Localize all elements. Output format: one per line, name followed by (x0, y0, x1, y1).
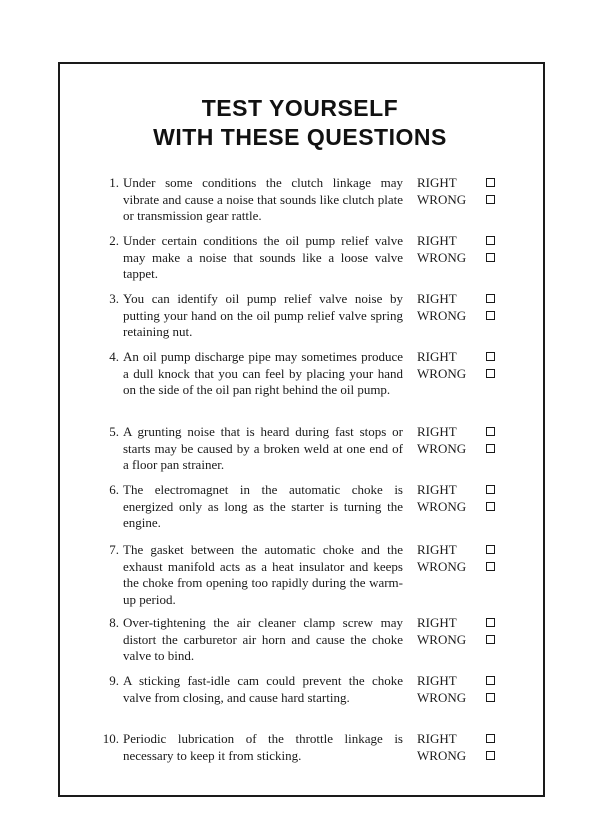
question-text: A sticking fast-idle cam could prevent the choke valve from closing, and cause hard starting. (123, 673, 403, 705)
answer-options (417, 731, 507, 764)
question-number: 7. (109, 542, 119, 557)
right-option[interactable] (417, 615, 507, 632)
right-label: RIGHT (417, 349, 457, 364)
right-checkbox[interactable] (486, 236, 495, 245)
wrong-checkbox[interactable] (486, 635, 495, 644)
question-number: 6. (109, 482, 119, 497)
right-checkbox[interactable] (486, 427, 495, 436)
wrong-label: WRONG (417, 249, 467, 265)
right-checkbox[interactable] (486, 485, 495, 494)
question-number: 8. (109, 615, 119, 630)
right-label: RIGHT (417, 542, 457, 557)
question-text: You can identify oil pump relief valve noise by putting your hand on the oil pump relief valve spring retaining nut. (123, 291, 403, 339)
question-number: 9. (109, 673, 119, 688)
right-checkbox[interactable] (486, 676, 495, 685)
wrong-option[interactable] (417, 192, 507, 209)
wrong-label: WRONG (417, 498, 467, 514)
question-number: 1. (109, 175, 119, 190)
wrong-checkbox[interactable] (486, 562, 495, 571)
right-label: RIGHT (417, 175, 457, 190)
right-checkbox[interactable] (486, 545, 495, 554)
question-number: 5. (109, 424, 119, 439)
right-label: RIGHT (417, 233, 457, 248)
answer-options (417, 542, 507, 575)
question-text: Periodic lubrication of the throttle linkage is necessary to keep it from sticking. (123, 731, 403, 763)
answer-options (417, 349, 507, 382)
right-option[interactable] (417, 291, 507, 308)
answer-options (417, 291, 507, 324)
wrong-option[interactable] (417, 308, 507, 325)
wrong-label: WRONG (417, 307, 467, 323)
right-label: RIGHT (417, 731, 457, 746)
right-label: RIGHT (417, 615, 457, 630)
answer-options (417, 424, 507, 457)
question-text: The electromagnet in the automatic choke is energized only as long as the starter is turning the engine. (123, 482, 403, 530)
question-number: 10. (102, 731, 119, 746)
right-option[interactable] (417, 542, 507, 559)
right-label: RIGHT (417, 673, 457, 688)
answer-options (417, 673, 507, 706)
right-option[interactable] (417, 731, 507, 748)
wrong-option[interactable] (417, 441, 507, 458)
right-checkbox[interactable] (486, 178, 495, 187)
question-text: Under some conditions the clutch linkage may vibrate and cause a noise that sounds like clutch plate or transmission gear rattle. (123, 175, 403, 223)
right-option[interactable] (417, 349, 507, 366)
right-label: RIGHT (417, 482, 457, 497)
right-option[interactable] (417, 482, 507, 499)
answer-options (417, 482, 507, 515)
page-title (0, 94, 600, 152)
wrong-checkbox[interactable] (486, 751, 495, 760)
right-label: RIGHT (417, 424, 457, 439)
wrong-label: WRONG (417, 747, 467, 763)
question-number: 2. (109, 233, 119, 248)
question-number: 3. (109, 291, 119, 306)
question-text: Over-tightening the air cleaner clamp screw may distort the carburetor air horn and cause the choke valve to bind. (123, 615, 403, 663)
title-line-1: TEST YOURSELF (201, 95, 399, 121)
right-label: RIGHT (417, 291, 457, 306)
wrong-option[interactable] (417, 499, 507, 516)
wrong-checkbox[interactable] (486, 444, 495, 453)
wrong-checkbox[interactable] (486, 253, 495, 262)
right-checkbox[interactable] (486, 618, 495, 627)
right-checkbox[interactable] (486, 352, 495, 361)
wrong-label: WRONG (417, 631, 467, 647)
wrong-label: WRONG (417, 440, 467, 456)
right-checkbox[interactable] (486, 734, 495, 743)
question-text: Under certain conditions the oil pump relief valve may make a noise that sounds like a loose valve tappet. (123, 233, 403, 281)
wrong-label: WRONG (417, 689, 467, 705)
right-option[interactable] (417, 673, 507, 690)
wrong-option[interactable] (417, 250, 507, 267)
title-line-2: WITH THESE QUESTIONS (153, 124, 447, 150)
wrong-checkbox[interactable] (486, 195, 495, 204)
wrong-checkbox[interactable] (486, 693, 495, 702)
question-number: 4. (109, 349, 119, 364)
right-option[interactable] (417, 233, 507, 250)
wrong-checkbox[interactable] (486, 311, 495, 320)
answer-options (417, 615, 507, 648)
answer-options (417, 175, 507, 208)
wrong-label: WRONG (417, 365, 467, 381)
right-option[interactable] (417, 175, 507, 192)
wrong-label: WRONG (417, 558, 467, 574)
wrong-option[interactable] (417, 559, 507, 576)
question-text: The gasket between the automatic choke and the exhaust manifold acts as a heat insulator and keeps the choke from opening too rapidly during the warm-up period. (123, 542, 403, 607)
wrong-option[interactable] (417, 632, 507, 649)
right-checkbox[interactable] (486, 294, 495, 303)
right-option[interactable] (417, 424, 507, 441)
wrong-option[interactable] (417, 366, 507, 383)
question-text: An oil pump discharge pipe may sometimes produce a dull knock that you can feel by placing your hand on the side of the oil pan right behind the oil pump. (123, 349, 403, 397)
question-text: A grunting noise that is heard during fast stops or starts may be caused by a broken weld at one end of a floor pan strainer. (123, 424, 403, 472)
answer-options (417, 233, 507, 266)
wrong-option[interactable] (417, 690, 507, 707)
wrong-option[interactable] (417, 748, 507, 765)
wrong-checkbox[interactable] (486, 502, 495, 511)
wrong-label: WRONG (417, 191, 467, 207)
wrong-checkbox[interactable] (486, 369, 495, 378)
